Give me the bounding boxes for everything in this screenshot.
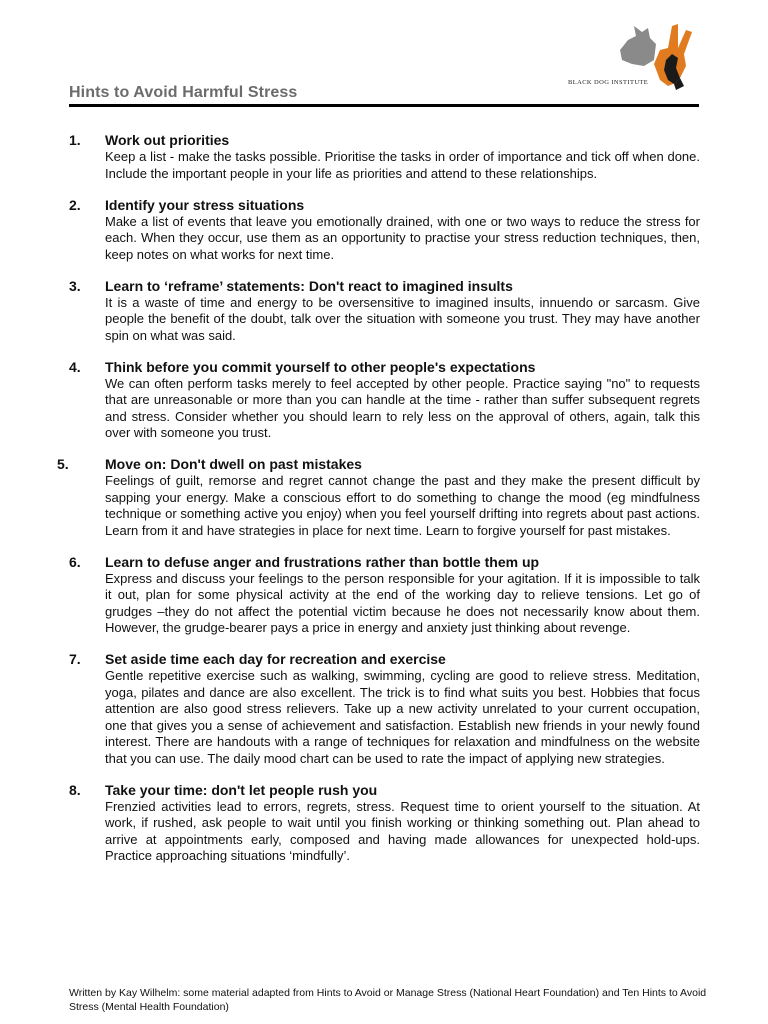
page-header [0,0,768,110]
hint-number: 1. [69,132,81,148]
hint-title: Move on: Don't dwell on past mistakes [105,456,362,472]
hint-item [0,455,768,539]
footer-attribution: Written by Kay Wilhelm: some material adapted from Hints to Avoid or Manage Stress (National Heart Foundation) and Ten Hints to Avoid Stress (Mental Health Foundation) [69,987,707,1013]
title-underline [69,104,699,107]
hint-body: Gentle repetitive exercise such as walking, swimming, cycling are good to relieve stress. Meditation, yoga, pilates and dance are also excellent. The trick is to find what suits you best. Hobbies that focus attention are also good stress relievers. Take up a new activity unrelated to your current occupation, one that gives you a sense of achievement and satisfaction. Establish new friends in your newly found interest. There are handouts with a range of techniques for relaxation and mindfulness on the website that you can use. The daily mood chart can be used to rate the impact of applying new strategies. [105,668,700,766]
hint-number: 3. [69,277,81,294]
hint-title: Take your time: don't let people rush you [105,781,378,798]
hint-body: Feelings of guilt, remorse and regret cannot change the past and they make the present difficult by sapping your energy. Make a conscious effort to do something to change the mood (eg mindfulness technique or something active you enjoy) when you feel yourself drifting into regrets about past actions. Learn from it and have strategies in place for next time. Learn to forgive yourself for past mistakes. [105,473,700,538]
hint-title: Learn to defuse anger and frustrations rather than bottle them up [105,553,540,570]
hint-number: 7. [69,651,81,667]
hint-body: Frenzied activities lead to errors, regrets, stress. Request time to orient yourself to the situation. At work, if rushed, ask people to wait until you finish working or thinking something out. Plan ahead to arrive at appointments early, composed and having made allowances for unexpected hold-ups. Practice approaching situations ‘mindfully’. [105,798,700,863]
hint-number: 6. [69,553,81,570]
hint-number: 4. [69,358,81,375]
hint-body: Express and discuss your feelings to the person responsible for your agitation. If it is impossible to talk it out, plan for some physical activity at the end of the working day to relieve tensions. Let go of grudges –they do not affect the potential victim because he does not necessarily know about them. However, the grudge-bearer pays a price in energy and anxiety just thinking about revenge. [105,570,700,635]
hint-title: Learn to ‘reframe’ statements: Don't react to imagined insults [105,277,513,294]
hint-body: Keep a list - make the tasks possible. Prioritise the tasks in order of importance and tick off when done. Include the important people in your life as priorities and attend to these relationships. [105,149,700,181]
hint-item [0,553,768,637]
hint-body: Make a list of events that leave you emotionally drained, with one or two ways to reduce the stress for each. When they occur, use them as an opportunity to practise your stress reduction techniques, then, keep notes on what works for next time. [105,213,700,262]
hint-number: 2. [69,196,81,213]
hint-item [0,358,768,442]
hints-list [0,131,768,878]
hint-item [0,131,768,182]
hint-title: Identify your stress situations [105,196,305,213]
hint-item [0,196,768,264]
hint-item [0,277,768,345]
hint-item [0,781,768,865]
hint-title: Set aside time each day for recreation and exercise [105,651,446,667]
page-title: Hints to Avoid Harmful Stress [69,84,298,101]
hint-body: It is a waste of time and energy to be oversensitive to imagined insults, innuendo or sarcasm. Give people the benefit of the doubt, talk over the situation with someone you trust. They may have another spin on what was said. [105,294,700,343]
hint-item [0,650,768,767]
hint-number: 8. [69,781,81,798]
hint-title: Work out priorities [105,132,230,148]
hint-body: We can often perform tasks merely to feel accepted by other people. Practice saying "no" to requests that are unreasonable or more than you can handle at the time - rather than suffer subsequent regrets and stress. Consider whether you should learn to rely less on the approval of others, again, talk this over with someone you trust. [105,375,700,440]
logo-wordmark: BLACK DOG INSTITUTE [568,79,649,86]
hint-title: Think before you commit yourself to other people's expectations [105,358,536,375]
hint-number: 5. [57,456,69,472]
black-dog-institute-logo [568,20,700,96]
